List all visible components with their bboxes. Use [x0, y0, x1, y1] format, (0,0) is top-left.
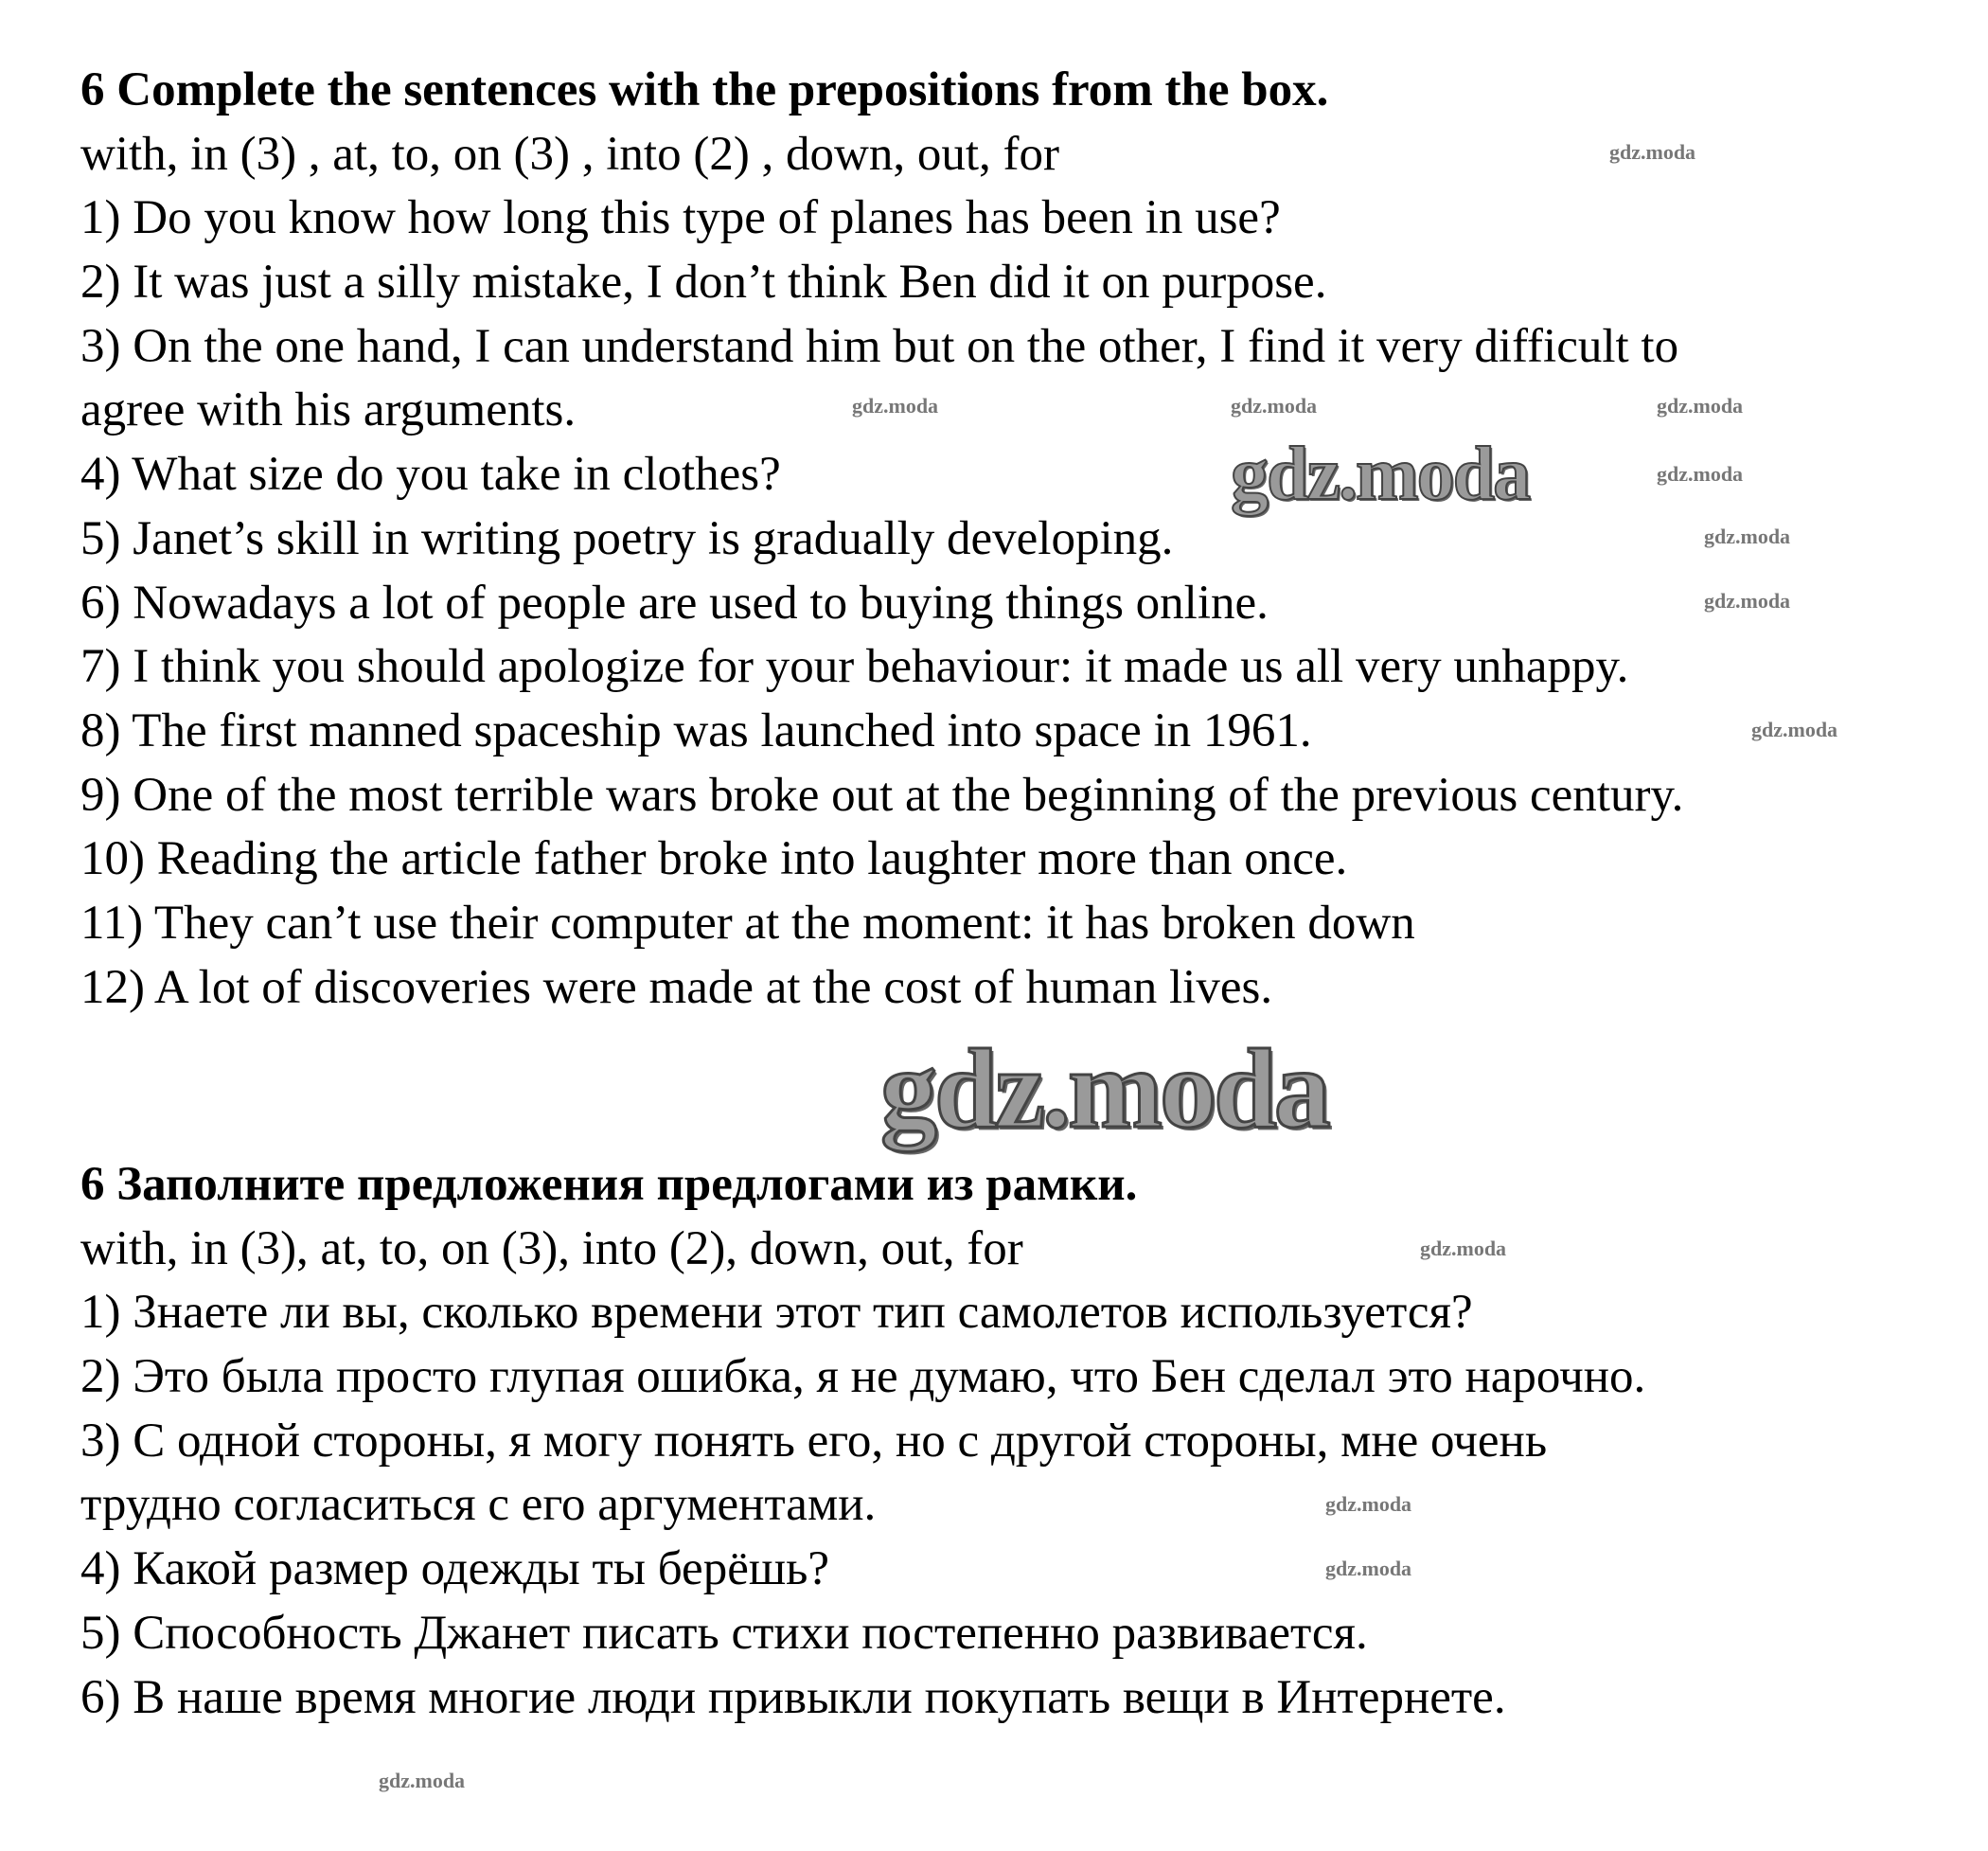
watermark-small: gdz.moda [1657, 394, 1744, 418]
watermark-small: gdz.moda [1325, 1492, 1412, 1516]
sentence: 12) A lot of discoveries were made at the cost of human lives. [80, 960, 1273, 1014]
sentence: 1) Do you know how long this type of planes has been in use? [80, 191, 1281, 245]
watermark-small: gdz.moda [1231, 394, 1318, 418]
sentence: 8) The first manned spaceship was launched into space in 1961. [80, 703, 1312, 757]
watermark-small: gdz.moda [1325, 1557, 1412, 1580]
watermark-small: gdz.moda [1609, 140, 1696, 164]
sentence: 10) Reading the article father broke into laughter more than once. [80, 832, 1348, 886]
sentence: 7) I think you should apologize for your behaviour: it made us all very unhappy. [80, 640, 1629, 694]
watermark-small: gdz.moda [1657, 462, 1744, 486]
watermark-small: gdz.moda [1751, 718, 1838, 741]
sentence: 3) On the one hand, I can understand him but on the other, I find it very difficult to [80, 319, 1679, 373]
sentence: 4) Какой размер одежды ты берёшь? [80, 1542, 829, 1596]
sentence: 4) What size do you take in clothes? [80, 448, 781, 502]
sentence: 5) Janet’s skill in writing poetry is gradually developing. [80, 511, 1174, 565]
sentence: 5) Способность Джанет писать стихи постепенно развивается. [80, 1606, 1368, 1660]
sentence: 9) One of the most terrible wars broke out at the beginning of the previous century. [80, 768, 1684, 822]
sentence: 11) They can’t use their computer at the moment: it has broken down [80, 896, 1415, 950]
watermark-small: gdz.moda [1420, 1237, 1507, 1260]
russian-exercise [80, 1153, 1645, 1730]
watermark-logo: gdz.moda [1231, 433, 1530, 516]
sentence: 6) В наше время многие люди привыкли покупать вещи в Интернете. [80, 1670, 1506, 1724]
watermark-small: gdz.moda [379, 1769, 466, 1792]
preposition-box: with, in (3), at, to, on (3), into (2), down, out, for [80, 1221, 1023, 1275]
exercise-title: 6 Complete the sentences with the prepositions from the box. [80, 63, 1329, 116]
exercise-title: 6 Заполните предложения предлогами из рамки. [80, 1158, 1138, 1211]
sentence: agree with his arguments. [80, 383, 577, 437]
watermark-small: gdz.moda [1704, 525, 1791, 548]
watermark-logo: gdz.moda [880, 1025, 1328, 1151]
sentence: 2) It was just a silly mistake, I don’t think Ben did it on purpose. [80, 256, 1327, 310]
sentence: 2) Это была просто глупая ошибка, я не думаю, что Бен сделал это нарочно. [80, 1350, 1646, 1404]
watermark-small: gdz.moda [852, 394, 939, 418]
sentence: 3) С одной стороны, я могу понять его, но с другой стороны, мне очень [80, 1414, 1548, 1468]
sentence: 6) Nowadays a lot of people are used to buying things online. [80, 576, 1269, 630]
preposition-box: with, in (3) , at, to, on (3) , into (2) , down, out, for [80, 127, 1060, 181]
english-exercise [80, 59, 1683, 1020]
sentence: 1) Знаете ли вы, сколько времени этот тип самолетов используется? [80, 1286, 1473, 1340]
watermark-small: gdz.moda [1704, 589, 1791, 613]
sentence: трудно согласиться с его аргументами. [80, 1478, 877, 1532]
